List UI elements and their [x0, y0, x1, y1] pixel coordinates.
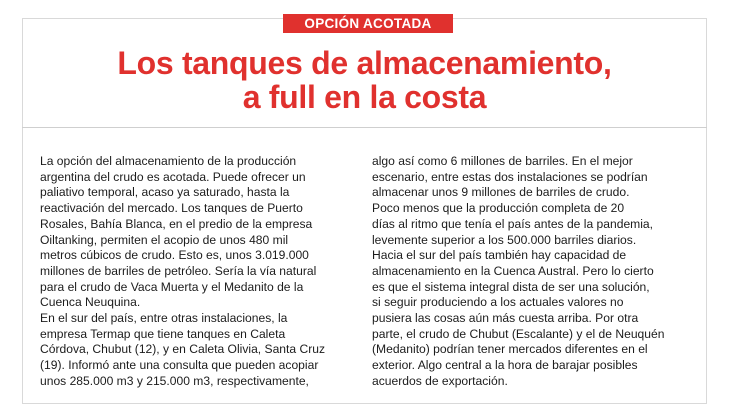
- text-line: levemente superior a los 500.000 barriles diarios.: [372, 232, 637, 247]
- text-line: escenario, entre estas dos instalaciones se podrían: [372, 169, 648, 184]
- text-line: días al ritmo que tenía el país antes de la pandemia,: [372, 216, 654, 231]
- text-line: es que el sistema integral dista de ser una solución,: [372, 279, 650, 294]
- text-line: exterior. Algo central a la hora de barajar posibles: [372, 358, 638, 373]
- text-line: (Medanito) podrían tener mercados diferentes en el: [372, 342, 648, 357]
- text-line: paliativo temporal, acaso ya saturado, hasta la: [40, 185, 290, 200]
- text-line: Poco menos que la producción completa de 20: [372, 201, 625, 216]
- text-line: metros cúbicos de crudo. Esto es, unos 3.019.000: [40, 248, 309, 263]
- text-line: acuerdos de exportación.: [372, 373, 508, 388]
- text-line: Oiltanking, permiten el acopio de unos 480 mil: [40, 232, 289, 247]
- text-line: almacenar unos 9 millones de barriles de crudo.: [372, 185, 630, 200]
- text-line: En el sur del país, entre otras instalaciones, la: [40, 311, 288, 326]
- text-line: algo así como 6 millones de barriles. En el mejor: [372, 154, 633, 168]
- article-column-left: [40, 154, 362, 390]
- section-tag: OPCIÓN ACOTADA: [283, 14, 453, 33]
- text-line: millones de barriles de petróleo. Sería la vía natural: [40, 263, 317, 278]
- text-line: almacenamiento en la Cuenca Austral. Pero lo cierto: [372, 263, 654, 278]
- text-line: La opción del almacenamiento de la producción: [40, 154, 297, 168]
- text-line: argentina del crudo es acotada. Puede ofrecer un: [40, 169, 306, 184]
- text-line: reactivación del mercado. Los tanques de Puerto: [40, 201, 303, 216]
- text-line: (19). Informó ante una consulta que pueden acopiar: [40, 358, 319, 373]
- divider: [22, 127, 707, 128]
- text-line: para el crudo de Vaca Muerta y el Medanito de la: [40, 279, 304, 294]
- headline-line: a full en la costa: [242, 79, 487, 115]
- text-line: parte, el crudo de Chubut (Escalante) y el de Neuquén: [372, 326, 665, 341]
- text-line: Hacia el sur del país también hay capacidad de: [372, 248, 627, 263]
- article-column-right: [372, 154, 702, 390]
- text-line: Cuenca Neuquina.: [40, 295, 141, 310]
- text-line: pusiera las cosas aún más cuesta arriba. Por otra: [372, 311, 639, 326]
- text-line: Córdova, Chubut (12), y en Caleta Olivia, Santa Cruz: [40, 342, 326, 357]
- headline-line: Los tanques de almacenamiento,: [117, 45, 612, 81]
- text-line: unos 285.000 m3 y 215.000 m3, respectivamente,: [40, 373, 309, 388]
- headline: [22, 46, 707, 114]
- text-line: si seguir produciendo a los actuales valores no: [372, 295, 624, 310]
- text-line: Rosales, Bahía Blanca, en el predio de la empresa: [40, 216, 313, 231]
- text-line: empresa Termap que tiene tanques en Caleta: [40, 326, 286, 341]
